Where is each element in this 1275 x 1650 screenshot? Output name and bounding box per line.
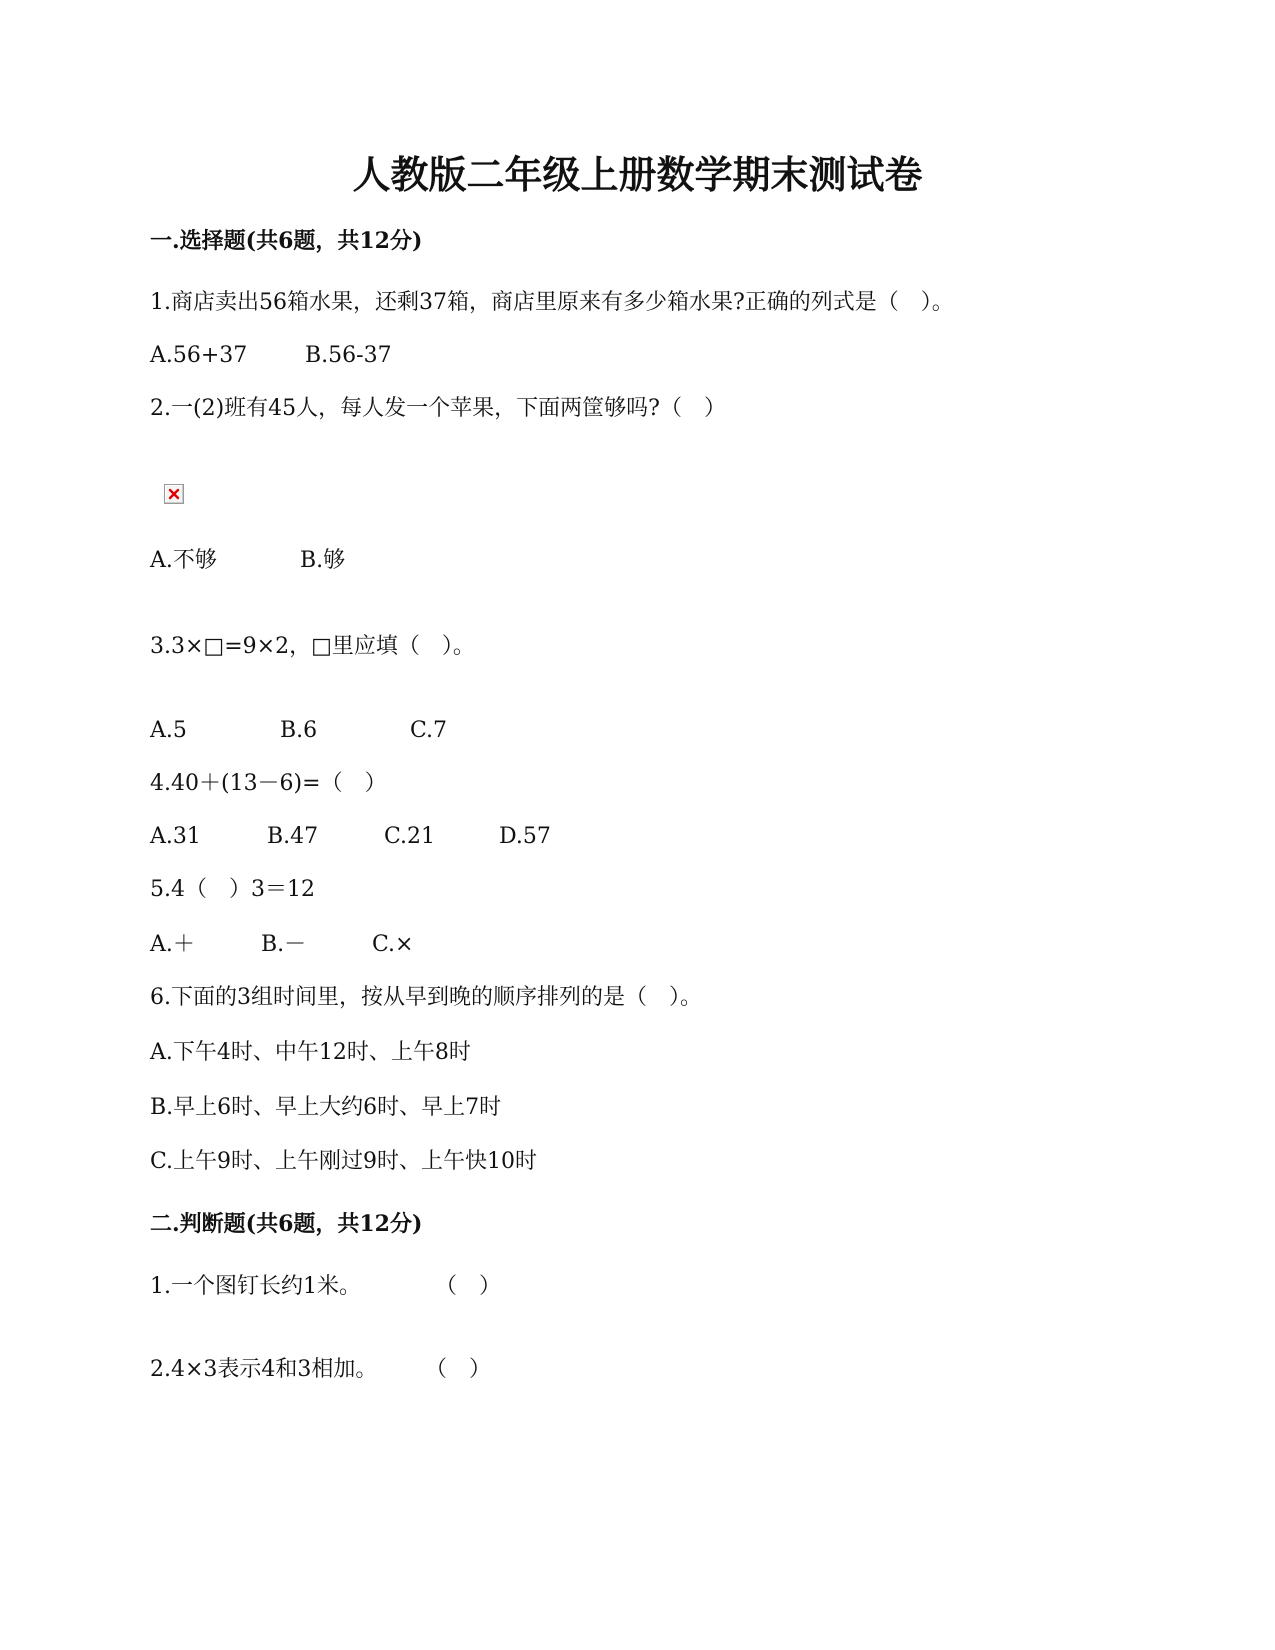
page-title: 人教版二年级上册数学期末测试卷 — [352, 152, 923, 197]
question-6-option-a: A.下午4时、中午12时、上午8时 — [150, 1040, 471, 1065]
question-3-options — [150, 716, 447, 746]
judgment-2 — [150, 1355, 491, 1385]
option-b: B.够 — [300, 548, 346, 573]
option-b: B.6 — [280, 718, 318, 743]
question-6: 6.下面的3组时间里，按从早到晚的顺序排列的是（ ）。 — [150, 985, 702, 1010]
question-5: 5.4（ ）3＝12 — [150, 877, 315, 902]
judgment-1-text: 1.一个图钉长约1米。 — [150, 1274, 361, 1299]
option-b: B.56-37 — [305, 343, 392, 368]
answer-blank: （ ） — [425, 1357, 492, 1382]
question-6-option-c: C.上午9时、上午刚过9时、上午快10时 — [150, 1149, 538, 1174]
question-5-options — [150, 930, 413, 960]
section-heading-judgment: 二.判断题(共6题，共12分) — [150, 1211, 423, 1237]
question-4-options — [150, 822, 551, 852]
section-heading-choice: 一.选择题(共6题，共12分) — [150, 228, 423, 254]
question-6-option-b: B.早上6时、早上大约6时、早上7时 — [150, 1095, 502, 1120]
option-b: B.－ — [261, 932, 307, 957]
option-d: D.57 — [499, 824, 551, 849]
option-c: C.7 — [410, 718, 448, 743]
question-2: 2.一(2)班有45人，每人发一个苹果，下面两筐够吗?（ ） — [150, 396, 726, 421]
answer-blank: （ ） — [435, 1274, 502, 1299]
option-a: A.不够 — [150, 548, 217, 573]
option-a: A.31 — [150, 824, 201, 849]
question-2-options — [150, 546, 345, 576]
broken-image-icon — [164, 484, 184, 504]
judgment-2-text: 2.4×3表示4和3相加。 — [150, 1357, 378, 1382]
question-1-options — [150, 341, 392, 371]
judgment-1 — [150, 1272, 501, 1302]
question-4: 4.40＋(13－6)=（ ） — [150, 771, 387, 796]
question-1: 1.商店卖出56箱水果，还剩37箱，商店里原来有多少箱水果?正确的列式是（ ）。 — [150, 290, 954, 315]
option-a: A.＋ — [150, 932, 195, 957]
option-a: A.5 — [150, 718, 187, 743]
option-b: B.47 — [267, 824, 319, 849]
question-3: 3.3×□=9×2，□里应填（ ）。 — [150, 634, 475, 659]
option-a: A.56+37 — [150, 343, 248, 368]
option-c: C.× — [372, 932, 414, 957]
option-c: C.21 — [384, 824, 436, 849]
